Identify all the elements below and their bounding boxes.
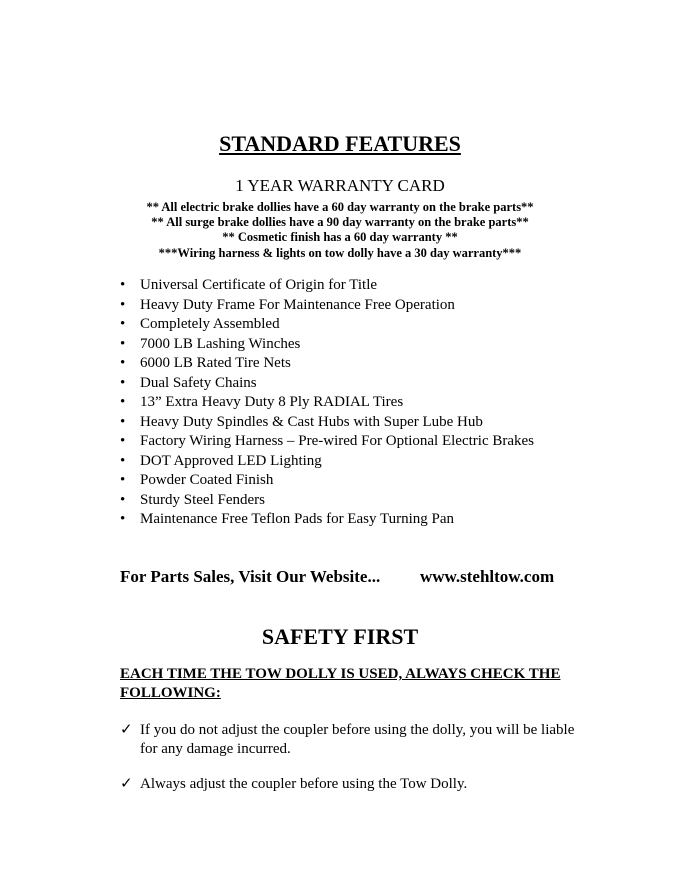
bullet-icon: • xyxy=(120,433,126,449)
warranty-note: ** All electric brake dollies have a 60 day warranty on the brake parts** xyxy=(146,200,534,214)
parts-sales-label: For Parts Sales, Visit Our Website... xyxy=(120,567,381,586)
bullet-icon: • xyxy=(120,394,126,410)
feature-item: • Maintenance Free Teflon Pads for Easy Turning Pan xyxy=(120,510,534,530)
bullet-icon: • xyxy=(120,296,126,313)
features-list xyxy=(120,276,534,530)
standard-features-title: STANDARD FEATURES xyxy=(219,131,461,156)
bullet-icon: • xyxy=(120,472,126,488)
safety-check-heading: EACH TIME THE TOW DOLLY IS USED, ALWAYS CHECK THE FOLLOWING: xyxy=(120,666,561,701)
bullet-icon: • xyxy=(120,335,126,352)
bullet-icon: • xyxy=(120,277,126,293)
checkmark-icon: ✓ xyxy=(120,722,133,738)
bullet-icon: • xyxy=(120,355,126,371)
feature-item: • 13” Extra Heavy Duty 8 Ply RADIAL Tires xyxy=(120,393,534,413)
website-link[interactable]: www.stehltow.com xyxy=(420,567,555,586)
bullet-icon: • xyxy=(120,452,126,469)
feature-item: • Dual Safety Chains xyxy=(120,374,534,394)
bullet-icon: • xyxy=(120,491,126,508)
feature-item: • 7000 LB Lashing Winches xyxy=(120,335,534,355)
feature-item: • 6000 LB Rated Tire Nets xyxy=(120,354,534,374)
feature-item: • Heavy Duty Spindles & Cast Hubs with Super Lube Hub xyxy=(120,413,534,433)
feature-item: • Universal Certificate of Origin for Title xyxy=(120,276,534,296)
warranty-note: ** All surge brake dollies have a 90 day warranty on the brake parts** xyxy=(151,215,529,229)
bullet-icon: • xyxy=(120,511,126,527)
warranty-note: ** Cosmetic finish has a 60 day warranty ** xyxy=(222,230,458,244)
feature-item: • Sturdy Steel Fenders xyxy=(120,491,534,511)
checkmark-icon: ✓ xyxy=(120,776,133,792)
warranty-note: ***Wiring harness & lights on tow dolly have a 30 day warranty*** xyxy=(158,246,522,260)
feature-item: • DOT Approved LED Lighting xyxy=(120,452,534,472)
feature-item: • Heavy Duty Frame For Maintenance Free Operation xyxy=(120,296,534,316)
bullet-icon: • xyxy=(120,374,126,391)
warranty-card-title: 1 YEAR WARRANTY CARD xyxy=(235,176,445,195)
feature-item: • Completely Assembled xyxy=(120,315,534,335)
feature-item: • Factory Wiring Harness – Pre-wired For Optional Electric Brakes xyxy=(120,432,534,452)
feature-item: • Powder Coated Finish xyxy=(120,471,534,491)
safety-first-title: SAFETY FIRST xyxy=(261,624,419,649)
bullet-icon: • xyxy=(120,316,126,332)
bullet-icon: • xyxy=(120,413,126,430)
